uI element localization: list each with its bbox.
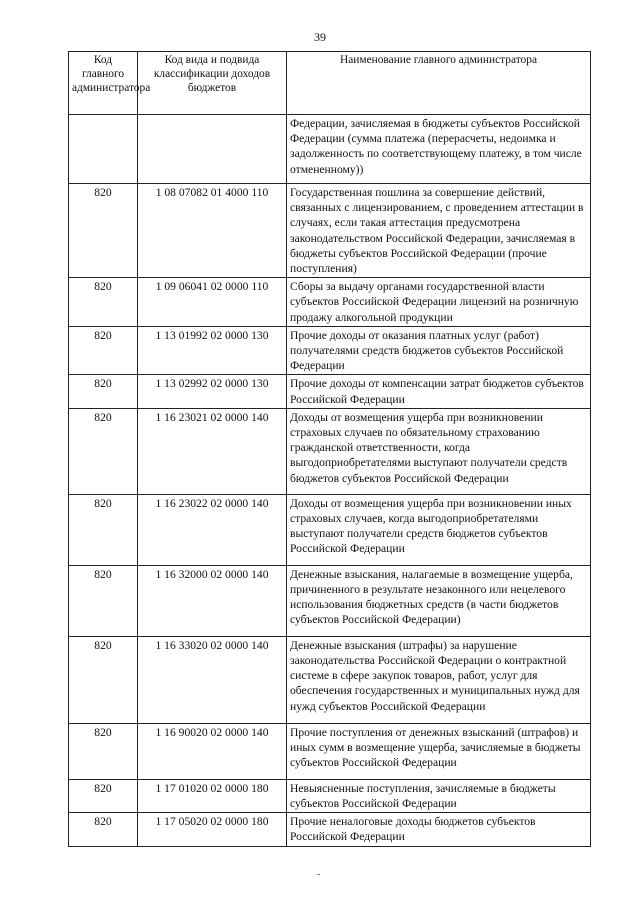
cell-admin-code: 820 (69, 326, 138, 375)
cell-admin-name: Государственная пошлина за совершение действий, связанных с лицензированием, с проведением аттестации в случаях, если такая аттестация предусмотрена законодательством Российской Федерации, зачисляемая в бюджеты субъектов Российской Федерации (прочие поступления) (287, 184, 591, 278)
table-row (69, 813, 591, 846)
cell-admin-name: Прочие доходы от компенсации затрат бюджетов субъектов Российской Федерации (287, 375, 591, 408)
table-row (69, 375, 591, 408)
table-row (69, 278, 591, 327)
header-admin-name: Наименование главного администратора (287, 52, 591, 115)
header-admin-code: Код главного администратора (69, 52, 138, 115)
table-row (69, 779, 591, 812)
cell-classification-code: 1 13 02992 02 0000 130 (138, 375, 287, 408)
page-number: 39 (314, 30, 326, 44)
cell-classification-code: 1 17 05020 02 0000 180 (138, 813, 287, 846)
cell-admin-code: 820 (69, 494, 138, 565)
cell-admin-code: 820 (69, 779, 138, 812)
cell-classification-code: 1 09 06041 02 0000 110 (138, 278, 287, 327)
cell-admin-name: Прочие доходы от оказания платных услуг (работ) получателями средств бюджетов субъектов Российской Федерации (287, 326, 591, 375)
revenue-administrators-table (68, 51, 591, 847)
table-row (69, 494, 591, 565)
cell-admin-name: Денежные взыскания (штрафы) за нарушение законодательства Российской Федерации о контрактной системе в сфере закупок товаров, работ, услуг для обеспечения государственных и муниципальных нужд для нужд субъектов Российской Федерации (287, 636, 591, 723)
cell-admin-name: Доходы от возмещения ущерба при возникновении иных страховых случаев, когда выгодоприобретателями выступают получатели средств бюджетов субъектов Российской Федерации (287, 494, 591, 565)
cell-admin-name: Федерации, зачисляемая в бюджеты субъектов Российской Федерации (сумма платежа (перерасчеты, недоимка и задолженность по соответствующему платежу, в том числе отмененному)) (287, 115, 591, 184)
cell-classification-code: 1 08 07082 01 4000 110 (138, 184, 287, 278)
cell-admin-code: 820 (69, 636, 138, 723)
scan-speck (317, 874, 320, 875)
cell-admin-name: Доходы от возмещения ущерба при возникновении страховых случаев по обязательному страхованию гражданской ответственности, когда выгодоприобретателями выступают получатели средств бюджетов субъектов Российской Федерации (287, 408, 591, 494)
cell-admin-code (69, 115, 138, 184)
table-row (69, 565, 591, 636)
cell-admin-code: 820 (69, 278, 138, 327)
table-row (69, 184, 591, 278)
cell-classification-code: 1 16 33020 02 0000 140 (138, 636, 287, 723)
header-classification-code: Код вида и подвида классификации доходов бюджетов (138, 52, 287, 115)
table-row (69, 408, 591, 494)
cell-admin-code: 820 (69, 565, 138, 636)
cell-admin-name: Сборы за выдачу органами государственной власти субъектов Российской Федерации лицензий на розничную продажу алкогольной продукции (287, 278, 591, 327)
cell-admin-name: Прочие неналоговые доходы бюджетов субъектов Российской Федерации (287, 813, 591, 846)
cell-classification-code: 1 13 01992 02 0000 130 (138, 326, 287, 375)
cell-admin-code: 820 (69, 184, 138, 278)
table-header-row (69, 52, 591, 115)
cell-admin-code: 820 (69, 723, 138, 779)
cell-classification-code: 1 16 32000 02 0000 140 (138, 565, 287, 636)
cell-classification-code: 1 16 23021 02 0000 140 (138, 408, 287, 494)
cell-classification-code: 1 16 23022 02 0000 140 (138, 494, 287, 565)
cell-admin-code: 820 (69, 375, 138, 408)
cell-classification-code (138, 115, 287, 184)
cell-classification-code: 1 17 01020 02 0000 180 (138, 779, 287, 812)
cell-admin-name: Прочие поступления от денежных взысканий (штрафов) и иных сумм в возмещение ущерба, зачисляемые в бюджеты субъектов Российской Федерации (287, 723, 591, 779)
table-row (69, 723, 591, 779)
cell-admin-name: Невыясненные поступления, зачисляемые в бюджеты субъектов Российской Федерации (287, 779, 591, 812)
table-row (69, 636, 591, 723)
table-row (69, 115, 591, 184)
cell-admin-code: 820 (69, 408, 138, 494)
cell-admin-code: 820 (69, 813, 138, 846)
cell-classification-code: 1 16 90020 02 0000 140 (138, 723, 287, 779)
table-row (69, 326, 591, 375)
cell-admin-name: Денежные взыскания, налагаемые в возмещение ущерба, причиненного в результате незаконного или нецелевого использования бюджетных средств (в части бюджетов субъектов Российской Федерации) (287, 565, 591, 636)
